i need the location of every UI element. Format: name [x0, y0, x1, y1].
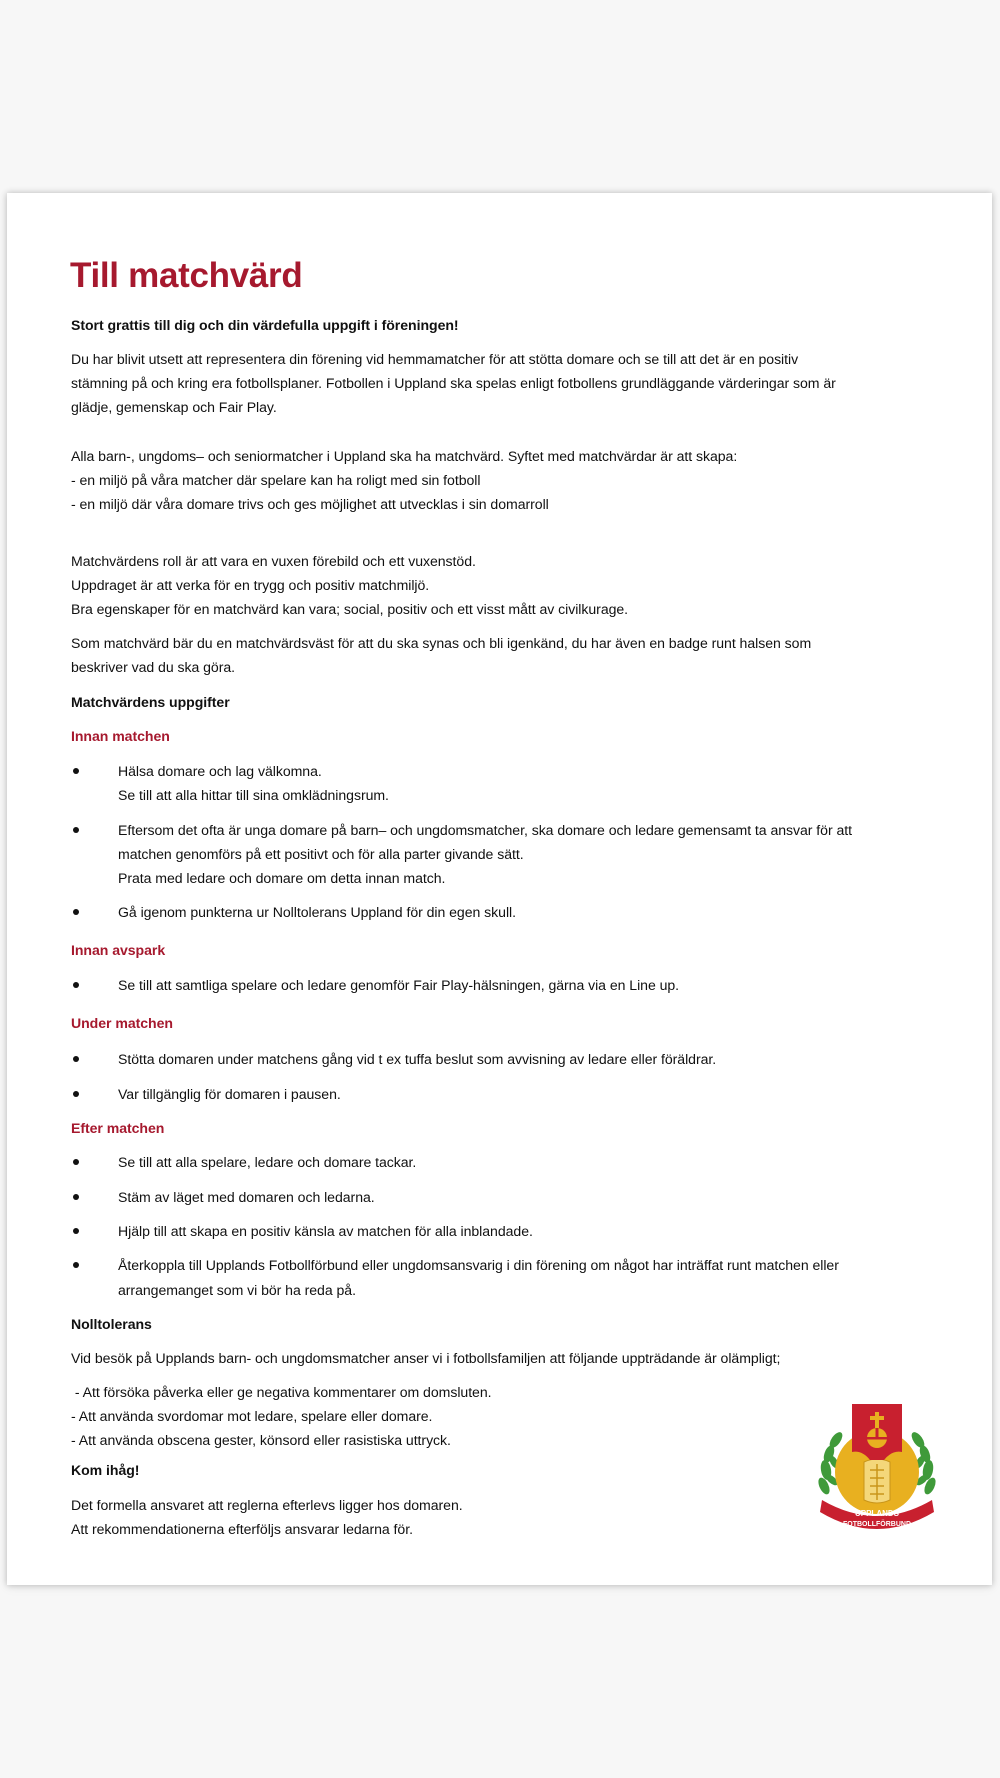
purpose-line: - en miljö där våra domare trivs och ges möjlighet att utvecklas i sin domarroll — [71, 496, 549, 512]
purpose-line: Alla barn-, ungdoms– och seniormatcher i Uppland ska ha matchvärd. Syftet med matchvärdar är att skapa: — [71, 448, 738, 464]
purpose-line: - en miljö på våra matcher där spelare kan ha roligt med sin fotboll — [71, 472, 481, 488]
reminder-line: Att rekommendationerna efterföljs ansvarar ledarna för. — [71, 1521, 413, 1537]
role-line: Matchvärdens roll är att vara en vuxen förebild och ett vuxenstöd. — [71, 553, 476, 569]
list-item: Gå igenom punkterna ur Nolltolerans Uppland för din egen skull. — [118, 904, 516, 920]
upplands-fotbollforbund-logo — [812, 1400, 942, 1535]
bullet-icon — [73, 909, 79, 915]
intro-bold-text: Stort grattis till dig och din värdefulla uppgift i föreningen! — [71, 317, 459, 333]
list-item: Stäm av läget med domaren och ledarna. — [118, 1189, 375, 1205]
nolltolerans-item: - Att försöka påverka eller ge negativa kommentarer om domsluten. — [71, 1384, 492, 1400]
list-item: Återkoppla till Upplands Fotbollförbund eller ungdomsansvarig i din förening om något har inträffat runt matchen eller — [118, 1257, 839, 1273]
list-item: Hälsa domare och lag välkomna. — [118, 763, 322, 779]
nolltolerans-heading: Nolltolerans — [71, 1316, 152, 1332]
nolltolerans-intro: Vid besök på Upplands barn- och ungdomsmatcher anser vi i fotbollsfamiljen att följande uppträdande är olämpligt; — [71, 1350, 781, 1366]
bullet-icon — [73, 982, 79, 988]
section-heading-innan-matchen: Innan matchen — [71, 728, 170, 744]
list-item: Eftersom det ofta är unga domare på barn– och ungdomsmatcher, ska domare och ledare gemensamt ta ansvar för att — [118, 822, 852, 838]
list-item: Se till att samtliga spelare och ledare genomför Fair Play-hälsningen, gärna via en Line up. — [118, 977, 680, 993]
logo-text-fotbollforbund: FOTBOLLFÖRBUND — [842, 1521, 912, 1528]
intro-line: glädje, gemenskap och Fair Play. — [71, 399, 277, 415]
reminder-line: Det formella ansvaret att reglerna efterlevs ligger hos domaren. — [71, 1497, 463, 1513]
logo-text-upplands: UPPLANDS — [854, 1509, 900, 1518]
bullet-icon — [73, 768, 79, 774]
vest-line: Som matchvärd bär du en matchvärdsväst för att du ska synas och bli igenkänd, du har även en badge runt halsen som — [71, 635, 812, 651]
logo-emblem-icon — [812, 1400, 942, 1535]
role-line: Bra egenskaper för en matchvärd kan vara; social, positiv och ett visst mått av civilkurage. — [71, 601, 629, 617]
list-item-continuation: arrangemanget som vi bör ha reda på. — [118, 1282, 356, 1298]
list-item: Se till att alla spelare, ledare och domare tackar. — [118, 1154, 417, 1170]
list-item: Hjälp till att skapa en positiv känsla av matchen för alla inblandade. — [118, 1223, 533, 1239]
intro-line: Du har blivit utsett att representera din förening vid hemmamatcher för att stötta domare och se till att det är en positiv — [71, 351, 799, 367]
bullet-icon — [73, 1056, 79, 1062]
document-page — [7, 193, 992, 1585]
bullet-icon — [73, 1228, 79, 1234]
bullet-icon — [73, 1262, 79, 1268]
bullet-icon — [73, 1091, 79, 1097]
reminder-heading: Kom ihåg! — [71, 1462, 140, 1478]
intro-line: stämning på och kring era fotbollsplaner. Fotbollen i Uppland ska spelas enligt fotbollens grundläggande värderingar som är — [71, 375, 836, 391]
section-heading-under-matchen: Under matchen — [71, 1015, 173, 1031]
list-item-continuation: Se till att alla hittar till sina omklädningsrum. — [118, 787, 389, 803]
nolltolerans-item: - Att använda svordomar mot ledare, spelare eller domare. — [71, 1408, 433, 1424]
list-item-continuation: matchen genomförs på ett positivt och för alla parter givande sätt. — [118, 846, 524, 862]
list-item: Stötta domaren under matchens gång vid t ex tuffa beslut som avvisning av ledare eller föräldrar. — [118, 1051, 717, 1067]
nolltolerans-item: - Att använda obscena gester, könsord eller rasistiska uttryck. — [71, 1432, 451, 1448]
vest-line: beskriver vad du ska göra. — [71, 659, 235, 675]
bullet-icon — [73, 1159, 79, 1165]
list-item-continuation: Prata med ledare och domare om detta innan match. — [118, 870, 446, 886]
list-item: Var tillgänglig för domaren i pausen. — [118, 1086, 341, 1102]
page-title: Till matchvärd — [70, 256, 303, 295]
section-heading-efter-matchen: Efter matchen — [71, 1120, 165, 1136]
bullet-icon — [73, 827, 79, 833]
tasks-heading: Matchvärdens uppgifter — [71, 694, 230, 710]
section-heading-innan-avspark: Innan avspark — [71, 942, 166, 958]
role-line: Uppdraget är att verka för en trygg och positiv matchmiljö. — [71, 577, 430, 593]
bullet-icon — [73, 1194, 79, 1200]
